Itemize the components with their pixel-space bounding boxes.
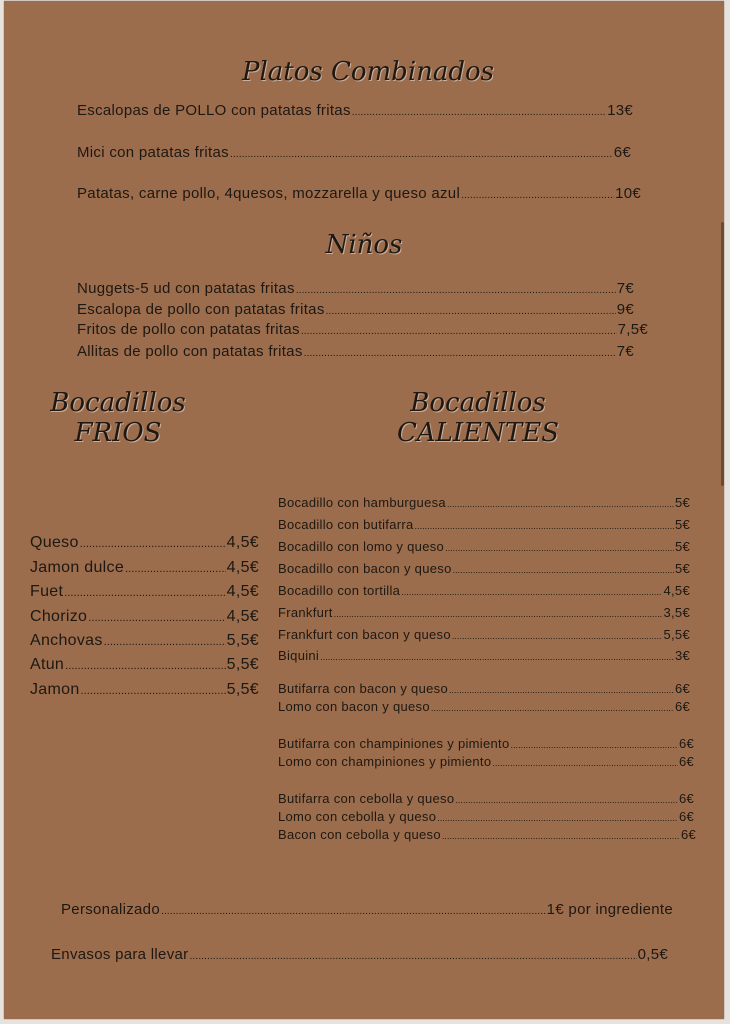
menu-item <box>30 559 259 577</box>
menu-item <box>278 605 690 620</box>
menu-item <box>77 343 634 360</box>
item-name: Personalizado <box>61 901 160 918</box>
item-price: 9€ <box>616 301 634 318</box>
item-name: Patatas, carne pollo, 4quesos, mozzarella y queso azul <box>77 185 461 202</box>
item-name: Bacon con cebolla y queso <box>278 827 441 842</box>
item-price: 6€ <box>680 827 696 842</box>
item-name: Envasos para llevar <box>51 946 189 963</box>
item-name: Allitas de pollo con patatas fritas <box>77 343 303 360</box>
personalizado-row <box>61 901 673 918</box>
menu-item <box>77 321 648 338</box>
scrollbar[interactable] <box>721 222 724 486</box>
menu-item <box>278 561 690 576</box>
menu-item <box>77 102 633 119</box>
item-price: 3,5€ <box>663 605 690 620</box>
item-price: 5€ <box>674 517 690 532</box>
item-name: Jamon dulce <box>30 559 125 576</box>
item-price: 6€ <box>678 791 694 806</box>
item-price: 4,5€ <box>226 534 259 551</box>
menu-item <box>278 791 694 806</box>
item-price: 7,5€ <box>617 321 648 338</box>
item-name: Lomo con champiniones y pimiento <box>278 754 492 769</box>
item-price: 5,5€ <box>226 681 259 698</box>
item-name: Anchovas <box>30 632 103 649</box>
item-name: Chorizo <box>30 608 88 625</box>
menu-item <box>278 495 690 510</box>
menu-item <box>30 534 259 552</box>
envasos-row <box>51 946 668 963</box>
item-name: Queso <box>30 534 79 551</box>
menu-item <box>278 809 694 824</box>
menu-item <box>278 583 690 598</box>
item-name: Atun <box>30 656 65 673</box>
item-name: Frankfurt con bacon y queso <box>278 627 451 642</box>
item-price: 4,5€ <box>226 608 259 625</box>
menu-item <box>278 517 690 532</box>
item-name: Lomo con cebolla y queso <box>278 809 437 824</box>
menu-item <box>30 656 259 674</box>
menu-item <box>30 608 259 626</box>
item-name: Bocadillo con tortilla <box>278 583 401 598</box>
item-name: Biquini <box>278 648 320 663</box>
item-name: Nuggets-5 ud con patatas fritas <box>77 280 295 297</box>
heading-line: Bocadillos <box>50 388 186 418</box>
bocadillos-frios-heading <box>28 388 208 448</box>
menu-item <box>278 736 694 751</box>
item-name: Butifarra con bacon y queso <box>278 681 448 696</box>
item-price: 5€ <box>674 495 690 510</box>
item-price: 6€ <box>678 736 694 751</box>
item-price: 5€ <box>674 539 690 554</box>
item-name: Bocadillo con butifarra <box>278 517 414 532</box>
menu-item <box>77 144 631 161</box>
item-name: Bocadillo con bacon y queso <box>278 561 452 576</box>
item-price: 6€ <box>674 681 690 696</box>
heading-line: FRIOS <box>74 418 162 448</box>
item-price: 0,5€ <box>637 946 668 963</box>
item-price: 6€ <box>674 699 690 714</box>
heading-line: CALIENTES <box>396 418 560 448</box>
item-name: Escalopas de POLLO con patatas fritas <box>77 102 351 119</box>
item-name: Jamon <box>30 681 80 698</box>
menu-item <box>278 827 696 842</box>
item-price: 3€ <box>674 648 690 663</box>
ninos-heading: Niños <box>325 230 403 260</box>
menu-page <box>4 1 724 1019</box>
item-name: Fritos de pollo con patatas fritas <box>77 321 300 338</box>
menu-item <box>77 301 634 318</box>
item-price: 4,5€ <box>226 559 259 576</box>
menu-item <box>278 754 694 769</box>
item-price: 5,5€ <box>226 632 259 649</box>
item-price: 6€ <box>613 144 631 161</box>
item-name: Mici con patatas fritas <box>77 144 229 161</box>
menu-item <box>278 627 690 642</box>
menu-item <box>77 280 634 297</box>
item-price: 4,5€ <box>226 583 259 600</box>
menu-item <box>278 681 690 696</box>
item-price: 10€ <box>615 185 641 202</box>
menu-item <box>30 583 259 601</box>
menu-item <box>77 185 641 202</box>
bocadillos-calientes-heading <box>378 388 578 448</box>
platos-combinados-heading: Platos Combinados <box>241 57 495 87</box>
item-name: Butifarra con cebolla y queso <box>278 791 455 806</box>
menu-item <box>30 632 259 650</box>
item-name: Lomo con bacon y queso <box>278 699 430 714</box>
item-price: 1€ por ingrediente <box>546 901 673 918</box>
item-price: 5,5€ <box>226 656 259 673</box>
menu-item <box>278 539 690 554</box>
item-price: 4,5€ <box>663 583 690 598</box>
item-price: 6€ <box>678 809 694 824</box>
item-name: Bocadillo con hamburguesa <box>278 495 446 510</box>
menu-item <box>278 699 690 714</box>
item-price: 13€ <box>607 102 633 119</box>
item-name: Frankfurt <box>278 605 333 620</box>
item-price: 6€ <box>678 754 694 769</box>
item-price: 7€ <box>616 280 634 297</box>
item-price: 5€ <box>674 561 690 576</box>
item-name: Butifarra con champiniones y pimiento <box>278 736 510 751</box>
menu-item <box>30 681 259 699</box>
menu-item <box>278 648 690 663</box>
item-name: Bocadillo con lomo y queso <box>278 539 445 554</box>
heading-line: Bocadillos <box>410 388 546 418</box>
item-name: Escalopa de pollo con patatas fritas <box>77 301 325 318</box>
item-price: 5,5€ <box>663 627 690 642</box>
item-price: 7€ <box>616 343 634 360</box>
item-name: Fuet <box>30 583 64 600</box>
